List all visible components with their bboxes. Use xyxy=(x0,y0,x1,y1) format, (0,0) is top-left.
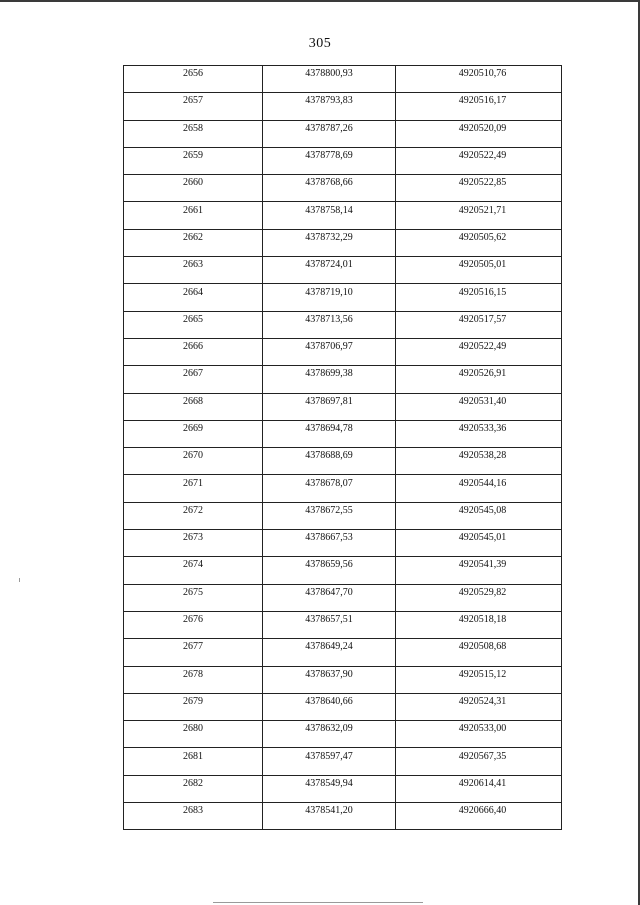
cell-value: 4920521,71 xyxy=(458,204,507,216)
point-number-cell xyxy=(124,530,263,557)
x-coordinate-cell xyxy=(263,584,396,611)
cell-value: 4378706,97 xyxy=(305,341,353,353)
y-coordinate-cell xyxy=(396,366,562,393)
cell-value: 2656 xyxy=(183,68,203,80)
cell-value: 4378678,07 xyxy=(305,477,353,489)
cell-value: 2680 xyxy=(183,723,203,735)
table-row xyxy=(124,147,562,174)
x-coordinate-cell xyxy=(263,502,396,529)
x-coordinate-cell xyxy=(263,721,396,748)
y-coordinate-cell xyxy=(396,202,562,229)
y-coordinate-cell xyxy=(396,639,562,666)
cell-value: 4378657,51 xyxy=(305,614,353,626)
point-number-cell xyxy=(124,393,263,420)
cell-value: 4378672,55 xyxy=(305,504,353,516)
cell-value: 4920505,62 xyxy=(458,231,507,243)
cell-value: 4378713,56 xyxy=(305,313,353,325)
point-number-cell xyxy=(124,639,263,666)
table-row xyxy=(124,502,562,529)
y-coordinate-cell xyxy=(396,775,562,802)
cell-value: 2666 xyxy=(183,341,203,353)
cell-value: 4378758,14 xyxy=(305,204,353,216)
cell-value: 2662 xyxy=(183,231,203,243)
point-number-cell xyxy=(124,93,263,120)
table-row xyxy=(124,666,562,693)
y-coordinate-cell xyxy=(396,257,562,284)
table-row xyxy=(124,120,562,147)
cell-value: 4378541,20 xyxy=(305,805,353,817)
cell-value: 4920516,15 xyxy=(458,286,507,298)
x-coordinate-cell xyxy=(263,748,396,775)
table-row xyxy=(124,420,562,447)
point-number-cell xyxy=(124,366,263,393)
table-row xyxy=(124,393,562,420)
cell-value: 4920533,00 xyxy=(458,723,507,735)
cell-value: 4378549,94 xyxy=(305,777,353,789)
cell-value: 2659 xyxy=(183,150,203,162)
cell-value: 4378768,66 xyxy=(305,177,353,189)
cell-value: 4378649,24 xyxy=(305,641,353,653)
point-number-cell xyxy=(124,120,263,147)
table-row xyxy=(124,775,562,802)
point-number-cell xyxy=(124,557,263,584)
y-coordinate-cell xyxy=(396,147,562,174)
y-coordinate-cell xyxy=(396,66,562,93)
cell-value: 4378699,38 xyxy=(305,368,353,380)
table-row xyxy=(124,639,562,666)
table-row xyxy=(124,175,562,202)
cell-value: 4920531,40 xyxy=(458,395,507,407)
table-row xyxy=(124,475,562,502)
cell-value: 2673 xyxy=(183,532,203,544)
y-coordinate-cell xyxy=(396,611,562,638)
y-coordinate-cell xyxy=(396,666,562,693)
table-row xyxy=(124,448,562,475)
y-coordinate-cell xyxy=(396,448,562,475)
cell-value: 2679 xyxy=(183,695,203,707)
page-edge-top xyxy=(0,0,640,2)
cell-value: 2671 xyxy=(183,477,203,489)
table-row xyxy=(124,66,562,93)
point-number-cell xyxy=(124,803,263,830)
cell-value: 4920508,68 xyxy=(458,641,507,653)
cell-value: 4378697,81 xyxy=(305,395,353,407)
x-coordinate-cell xyxy=(263,475,396,502)
x-coordinate-cell xyxy=(263,693,396,720)
cell-value: 4920505,01 xyxy=(458,259,507,271)
cell-value: 4920516,17 xyxy=(458,95,507,107)
point-number-cell xyxy=(124,721,263,748)
x-coordinate-cell xyxy=(263,611,396,638)
x-coordinate-cell xyxy=(263,257,396,284)
coordinates-table xyxy=(123,65,562,830)
cell-value: 4920515,12 xyxy=(458,668,507,680)
x-coordinate-cell xyxy=(263,93,396,120)
cell-value: 2667 xyxy=(183,368,203,380)
y-coordinate-cell xyxy=(396,502,562,529)
cell-value: 4920526,91 xyxy=(458,368,507,380)
cell-value: 2668 xyxy=(183,395,203,407)
x-coordinate-cell xyxy=(263,311,396,338)
x-coordinate-cell xyxy=(263,557,396,584)
y-coordinate-cell xyxy=(396,311,562,338)
cell-value: 4920567,35 xyxy=(458,750,507,762)
x-coordinate-cell xyxy=(263,448,396,475)
point-number-cell xyxy=(124,502,263,529)
cell-value: 4378632,09 xyxy=(305,723,353,735)
point-number-cell xyxy=(124,475,263,502)
coordinates-table-body xyxy=(124,66,562,830)
cell-value: 2683 xyxy=(183,805,203,817)
point-number-cell xyxy=(124,420,263,447)
y-coordinate-cell xyxy=(396,557,562,584)
x-coordinate-cell xyxy=(263,229,396,256)
y-coordinate-cell xyxy=(396,284,562,311)
cell-value: 4378732,29 xyxy=(305,231,353,243)
x-coordinate-cell xyxy=(263,120,396,147)
y-coordinate-cell xyxy=(396,721,562,748)
table-row xyxy=(124,202,562,229)
table-row xyxy=(124,803,562,830)
x-coordinate-cell xyxy=(263,175,396,202)
cell-value: 2665 xyxy=(183,313,203,325)
point-number-cell xyxy=(124,311,263,338)
y-coordinate-cell xyxy=(396,803,562,830)
cell-value: 2660 xyxy=(183,177,203,189)
cell-value: 2663 xyxy=(183,259,203,271)
point-number-cell xyxy=(124,147,263,174)
cell-value: 2674 xyxy=(183,559,203,571)
cell-value: 2681 xyxy=(183,750,203,762)
cell-value: 4378688,69 xyxy=(305,450,353,462)
x-coordinate-cell xyxy=(263,66,396,93)
cell-value: 4920614,41 xyxy=(458,777,507,789)
table-row xyxy=(124,311,562,338)
point-number-cell xyxy=(124,611,263,638)
cell-value: 4378793,83 xyxy=(305,95,353,107)
cell-value: 4920517,57 xyxy=(458,313,507,325)
y-coordinate-cell xyxy=(396,120,562,147)
cell-value: 4920545,01 xyxy=(458,532,507,544)
cell-value: 4920541,39 xyxy=(458,559,507,571)
table-row xyxy=(124,257,562,284)
y-coordinate-cell xyxy=(396,530,562,557)
cell-value: 2676 xyxy=(183,614,203,626)
x-coordinate-cell xyxy=(263,338,396,365)
point-number-cell xyxy=(124,775,263,802)
cell-value: 4920538,28 xyxy=(458,450,507,462)
cell-value: 4920529,82 xyxy=(458,586,507,598)
cell-value: 4378640,66 xyxy=(305,695,353,707)
cell-value: 2669 xyxy=(183,423,203,434)
table-row xyxy=(124,693,562,720)
table-row xyxy=(124,93,562,120)
table-row xyxy=(124,611,562,638)
cell-value: 2677 xyxy=(183,641,203,653)
y-coordinate-cell xyxy=(396,475,562,502)
x-coordinate-cell xyxy=(263,284,396,311)
cell-value: 4378787,26 xyxy=(305,122,353,134)
cell-value: 2672 xyxy=(183,504,203,516)
point-number-cell xyxy=(124,448,263,475)
cell-value: 4378597,47 xyxy=(305,750,353,762)
point-number-cell xyxy=(124,202,263,229)
table-row xyxy=(124,366,562,393)
x-coordinate-cell xyxy=(263,393,396,420)
cell-value: 2657 xyxy=(183,95,203,107)
cell-value: 4920522,85 xyxy=(458,177,507,189)
x-coordinate-cell xyxy=(263,803,396,830)
cell-value: 4920522,49 xyxy=(458,150,507,162)
cell-value: 2658 xyxy=(183,122,203,134)
cell-value: 4920544,16 xyxy=(458,477,507,489)
cell-value: 4378719,10 xyxy=(305,286,353,298)
cell-value: 2678 xyxy=(183,668,203,680)
table-row xyxy=(124,284,562,311)
point-number-cell xyxy=(124,229,263,256)
cell-value: 4378659,56 xyxy=(305,559,353,571)
point-number-cell xyxy=(124,284,263,311)
cell-value: 4378637,90 xyxy=(305,668,353,680)
page-number: 305 xyxy=(308,36,332,51)
point-number-cell xyxy=(124,693,263,720)
y-coordinate-cell xyxy=(396,693,562,720)
cell-value: 4920524,31 xyxy=(458,695,507,707)
cell-value: 4920518,18 xyxy=(458,614,507,626)
y-coordinate-cell xyxy=(396,584,562,611)
x-coordinate-cell xyxy=(263,639,396,666)
cell-value: 4378778,69 xyxy=(305,150,353,162)
cell-value: 4920545,08 xyxy=(458,504,507,516)
x-coordinate-cell xyxy=(263,666,396,693)
scan-artifact-mark xyxy=(19,578,20,582)
y-coordinate-cell xyxy=(396,229,562,256)
point-number-cell xyxy=(124,257,263,284)
cell-value: 2675 xyxy=(183,586,203,598)
y-coordinate-cell xyxy=(396,748,562,775)
y-coordinate-cell xyxy=(396,393,562,420)
point-number-cell xyxy=(124,666,263,693)
point-number-cell xyxy=(124,338,263,365)
cell-value: 4920522,49 xyxy=(458,341,507,353)
table-row xyxy=(124,530,562,557)
y-coordinate-cell xyxy=(396,175,562,202)
x-coordinate-cell xyxy=(263,202,396,229)
cell-value: 2682 xyxy=(183,777,203,789)
y-coordinate-cell xyxy=(396,93,562,120)
table-row xyxy=(124,557,562,584)
point-number-cell xyxy=(124,584,263,611)
cell-value: 4378667,53 xyxy=(305,532,353,544)
x-coordinate-cell xyxy=(263,775,396,802)
table-row xyxy=(124,584,562,611)
cell-value: 4920666,40 xyxy=(458,805,507,817)
cell-value: 2661 xyxy=(183,204,203,216)
cell-value: 4378694,78 xyxy=(305,423,353,434)
y-coordinate-cell xyxy=(396,420,562,447)
x-coordinate-cell xyxy=(263,366,396,393)
scan-artifact-line xyxy=(213,902,423,903)
cell-value: 4378647,70 xyxy=(305,586,353,598)
table-row xyxy=(124,229,562,256)
cell-value: 4378724,01 xyxy=(305,259,353,271)
x-coordinate-cell xyxy=(263,420,396,447)
table-row xyxy=(124,338,562,365)
table-row xyxy=(124,721,562,748)
cell-value: 4378800,93 xyxy=(305,68,353,80)
y-coordinate-cell xyxy=(396,338,562,365)
cell-value: 4920510,76 xyxy=(458,68,507,80)
cell-value: 4920520,09 xyxy=(458,122,507,134)
point-number-cell xyxy=(124,175,263,202)
cell-value: 2670 xyxy=(183,450,203,462)
x-coordinate-cell xyxy=(263,530,396,557)
point-number-cell xyxy=(124,66,263,93)
cell-value: 2664 xyxy=(183,286,203,298)
x-coordinate-cell xyxy=(263,147,396,174)
cell-value: 4920533,36 xyxy=(458,423,507,434)
point-number-cell xyxy=(124,748,263,775)
table-row xyxy=(124,748,562,775)
